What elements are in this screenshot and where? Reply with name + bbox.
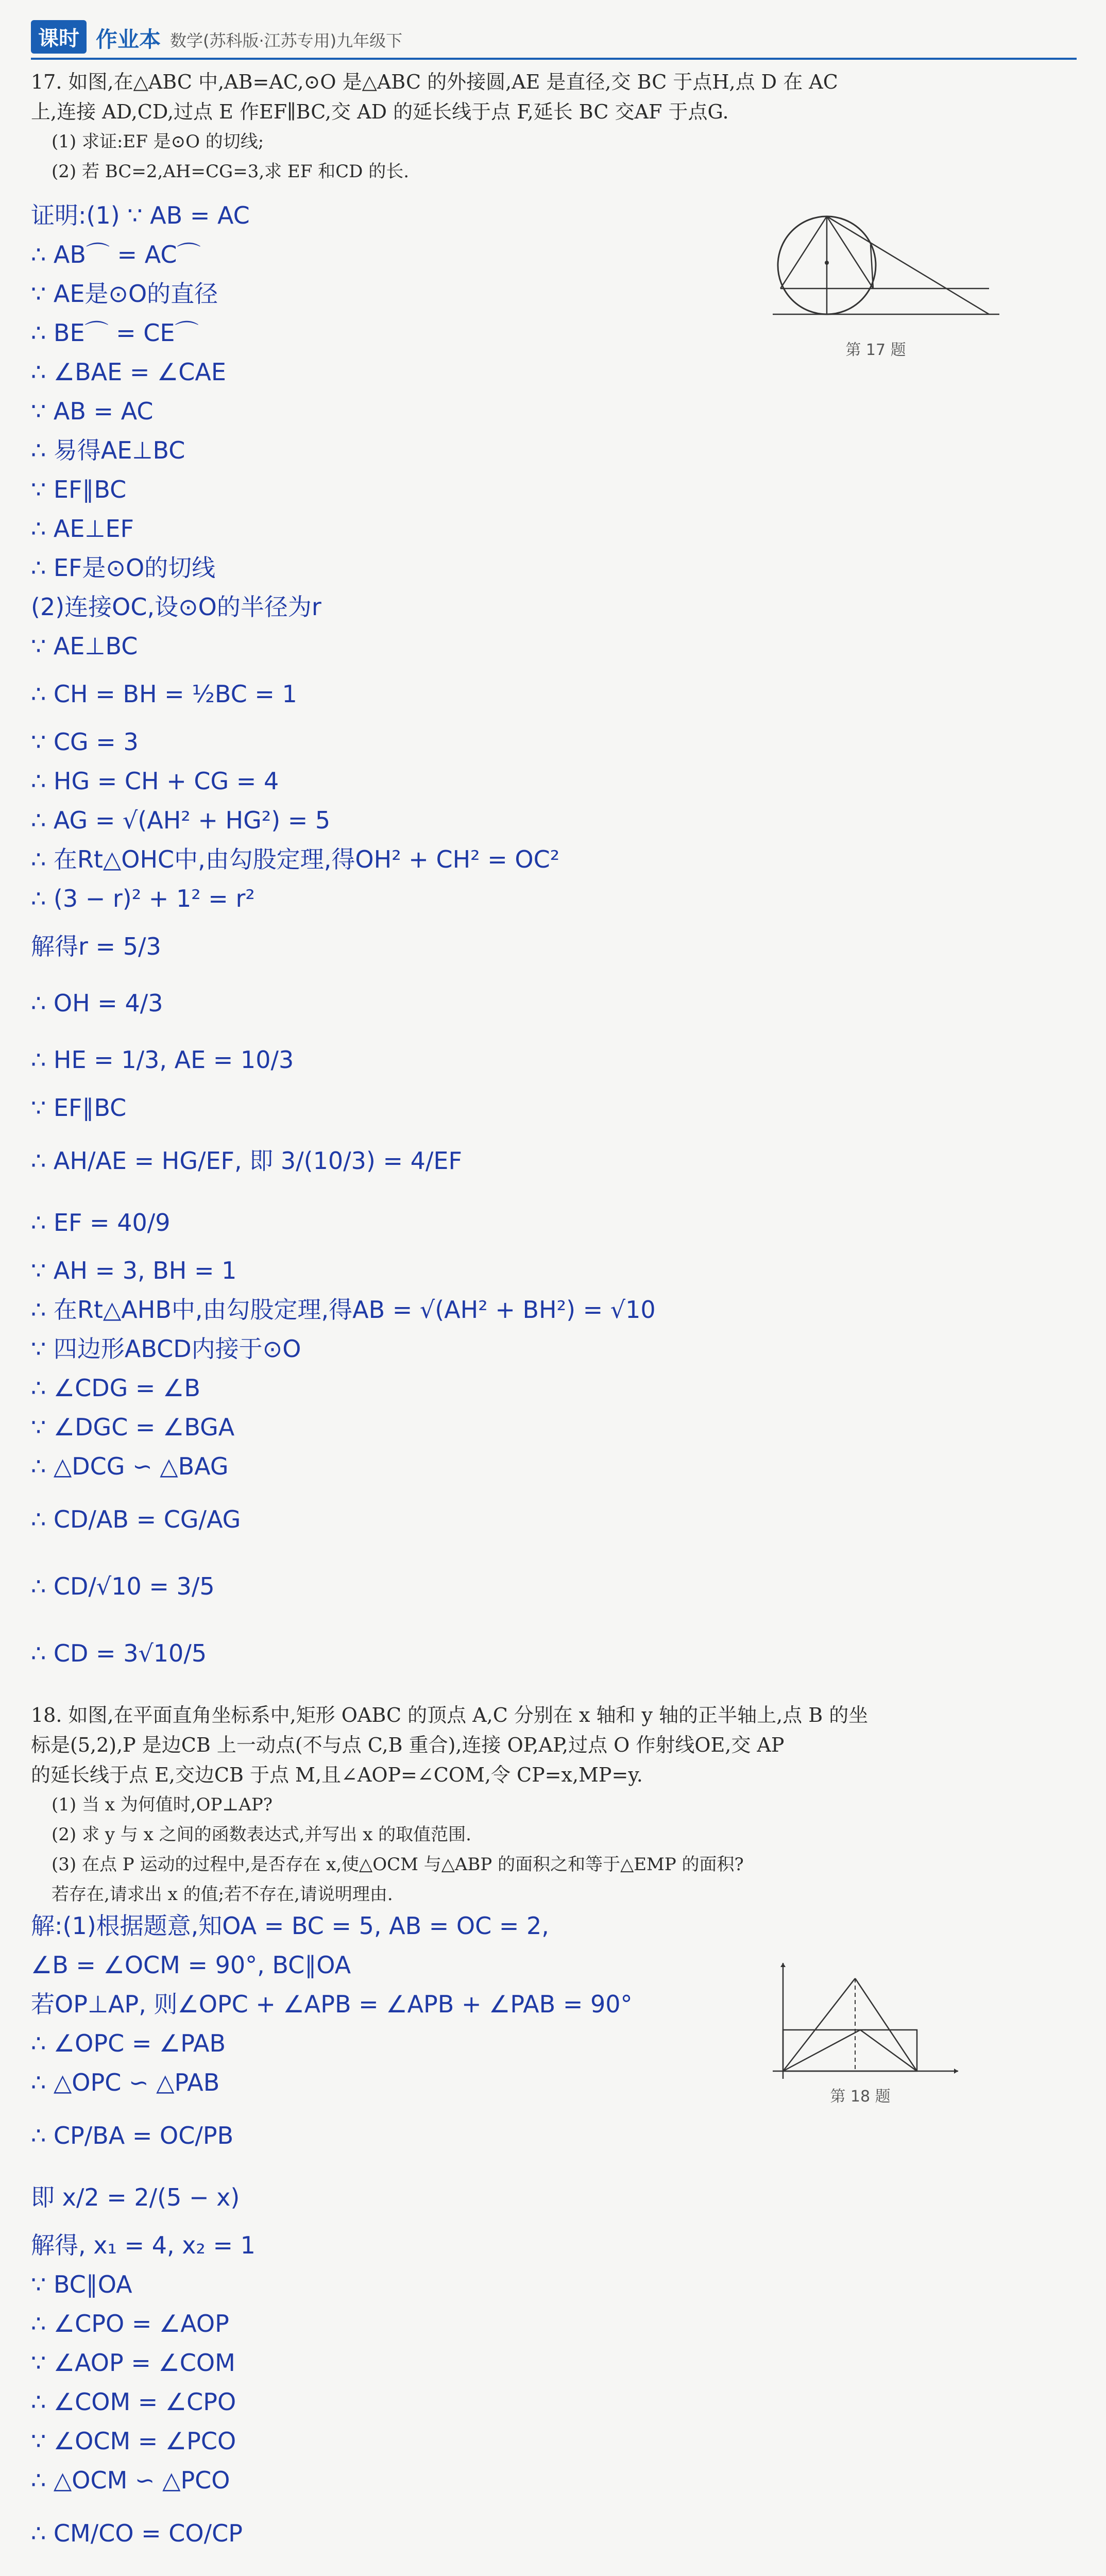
- solution-line: ∴ CD/AB = CG/AG: [31, 1505, 241, 1533]
- problem-17-stem: [31, 67, 1061, 187]
- page-header: [31, 22, 1077, 60]
- solution-line: ∴ CD = 3√10/5: [31, 1639, 207, 1667]
- solution-17: [31, 196, 1077, 1687]
- problem-18-question: (2) 求 y 与 x 之间的函数表达式,并写出 x 的取值范围.: [52, 1824, 471, 1845]
- problem-18-stem-line: 的延长线于点 E,交边CB 于点 M,且∠AOP=∠COM,令 CP=x,MP=y.: [31, 1764, 643, 1786]
- solution-line: ∵ ∠DGC = ∠BGA: [31, 1413, 235, 1441]
- solution-line: ∵ AE⊥BC: [31, 632, 138, 660]
- solution-line: ∴ (3 − r)² + 1² = r²: [31, 885, 255, 912]
- figure-17-caption: 第 17 题: [845, 341, 906, 359]
- header-subtitle: 数学(苏科版·江苏专用)九年级下: [170, 31, 403, 50]
- solution-line: ∴ 易得AE⊥BC: [31, 436, 185, 464]
- problem-17-stem-line: 上,连接 AD,CD,过点 E 作EF∥BC,交 AD 的延长线于点 F,延长 BC 交AF 于点G.: [31, 100, 729, 123]
- solution-line: ∴ AH/AE = HG/EF, 即 3/(10/3) = 4/EF: [31, 1147, 462, 1175]
- solution-line: ∴ △OCM ∽ △PCO: [31, 2466, 230, 2494]
- solution-line: ∴ AG = √(AH² + HG²) = 5: [31, 806, 331, 834]
- problem-18-stem-line: 18. 如图,在平面直角坐标系中,矩形 OABC 的顶点 A,C 分别在 x 轴和 y 轴的正半轴上,点 B 的坐: [31, 1704, 869, 1726]
- problem-18-question: (1) 当 x 为何值时,OP⊥AP?: [52, 1794, 273, 1815]
- solution-line: [31, 2567, 1077, 2576]
- solution-line: ∴ 在Rt△AHB中,由勾股定理,得AB = √(AH² + BH²) = √10: [31, 1296, 656, 1324]
- solution-line: ∴ EF是⊙O的切线: [31, 554, 216, 582]
- problem-18-stem-line: 标是(5,2),P 是边CB 上一动点(不与点 C,B 重合),连接 OP,AP,过点 O 作射线OE,交 AP: [31, 1734, 785, 1756]
- solution-line: ∵ AB = AC: [31, 397, 154, 425]
- solution-line: 证明:(1) ∵ AB = AC: [31, 201, 250, 229]
- solution-line: (2)连接OC,设⊙O的半径为r: [31, 593, 321, 621]
- solution-line: ∴ CP/BA = OC/PB: [31, 2122, 234, 2149]
- solution-line: 解:(1)根据题意,知OA = BC = 5, AB = OC = 2,: [31, 1912, 549, 1940]
- solution-line: ∴ ∠CDG = ∠B: [31, 1374, 200, 1402]
- solution-line: ∴ △OPC ∽ △PAB: [31, 2069, 220, 2096]
- problem-17-stem-line: 17. 如图,在△ABC 中,AB=AC,⊙O 是△ABC 的外接圆,AE 是直径,交 BC 于点H,点 D 在 AC: [31, 71, 838, 93]
- solution-line: ∴ ∠COM = ∠CPO: [31, 2388, 236, 2416]
- solution-line: ∴ ∠BAE = ∠CAE: [31, 358, 226, 386]
- solution-18: [31, 1906, 1077, 2576]
- solution-line: ∴ HE = 1/3, AE = 10/3: [31, 1046, 294, 1074]
- solution-line: ∴ HG = CH + CG = 4: [31, 767, 279, 795]
- solution-line: ∵ CG = 3: [31, 728, 139, 756]
- solution-line: ∴ CD/√10 = 3/5: [31, 1572, 215, 1600]
- solution-line: ∵ BC∥OA: [31, 2270, 132, 2298]
- problem-17-question: (1) 求证:EF 是⊙O 的切线;: [52, 131, 264, 152]
- solution-line: ∵ EF∥BC: [31, 476, 127, 503]
- header-title: 作业本: [96, 27, 161, 52]
- solution-line: ∵ ∠AOP = ∠COM: [31, 2349, 235, 2377]
- header-badge: 课时: [31, 20, 87, 54]
- solution-line: ∴ BE⌒ = CE⌒: [31, 319, 199, 347]
- solution-line: ∠B = ∠OCM = 90°, BC∥OA: [31, 1951, 351, 1979]
- problem-18-stem: [31, 1700, 1061, 1909]
- solution-line: ∴ 在Rt△OHC中,由勾股定理,得OH² + CH² = OC²: [31, 845, 560, 873]
- solution-line: 即 x/2 = 2/(5 − x): [31, 2183, 240, 2211]
- problem-18-question: (3) 在点 P 运动的过程中,是否存在 x,使△OCM 与△ABP 的面积之和等于△EMP 的面积?: [52, 1854, 744, 1875]
- solution-line: ∴ ∠CPO = ∠AOP: [31, 2310, 229, 2337]
- solution-line: ∴ OH = 4/3: [31, 989, 163, 1017]
- problem-17-question: (2) 若 BC=2,AH=CG=3,求 EF 和CD 的长.: [52, 161, 410, 182]
- solution-line: ∴ △DCG ∽ △BAG: [31, 1452, 229, 1480]
- solution-line: ∴ ∠OPC = ∠PAB: [31, 2029, 226, 2057]
- solution-line: ∴ CM/CO = CO/CP: [31, 2519, 243, 2547]
- solution-line: ∴ EF = 40/9: [31, 1209, 171, 1236]
- solution-line: 若OP⊥AP, 则∠OPC + ∠APB = ∠APB + ∠PAB = 90°: [31, 1990, 633, 2018]
- solution-line: 解得r = 5/3: [31, 933, 161, 960]
- solution-line: ∴ AB⌒ = AC⌒: [31, 241, 201, 268]
- solution-line: ∵ 四边形ABCD内接于⊙O: [31, 1335, 301, 1363]
- solution-line: ∴ CH = BH = ½BC = 1: [31, 680, 297, 708]
- problem-18-question: 若存在,请求出 x 的值;若不存在,请说明理由.: [52, 1884, 393, 1905]
- solution-line: ∵ ∠OCM = ∠PCO: [31, 2427, 236, 2455]
- solution-line: ∵ AH = 3, BH = 1: [31, 1257, 237, 1284]
- figure-18-caption: 第 18 题: [830, 2088, 891, 2106]
- solution-line: ∴ AE⊥EF: [31, 515, 134, 543]
- solution-line: 解得, x₁ = 4, x₂ = 1: [31, 2231, 256, 2259]
- solution-line: ∵ AE是⊙O的直径: [31, 280, 218, 308]
- solution-line: ∵ EF∥BC: [31, 1094, 127, 1122]
